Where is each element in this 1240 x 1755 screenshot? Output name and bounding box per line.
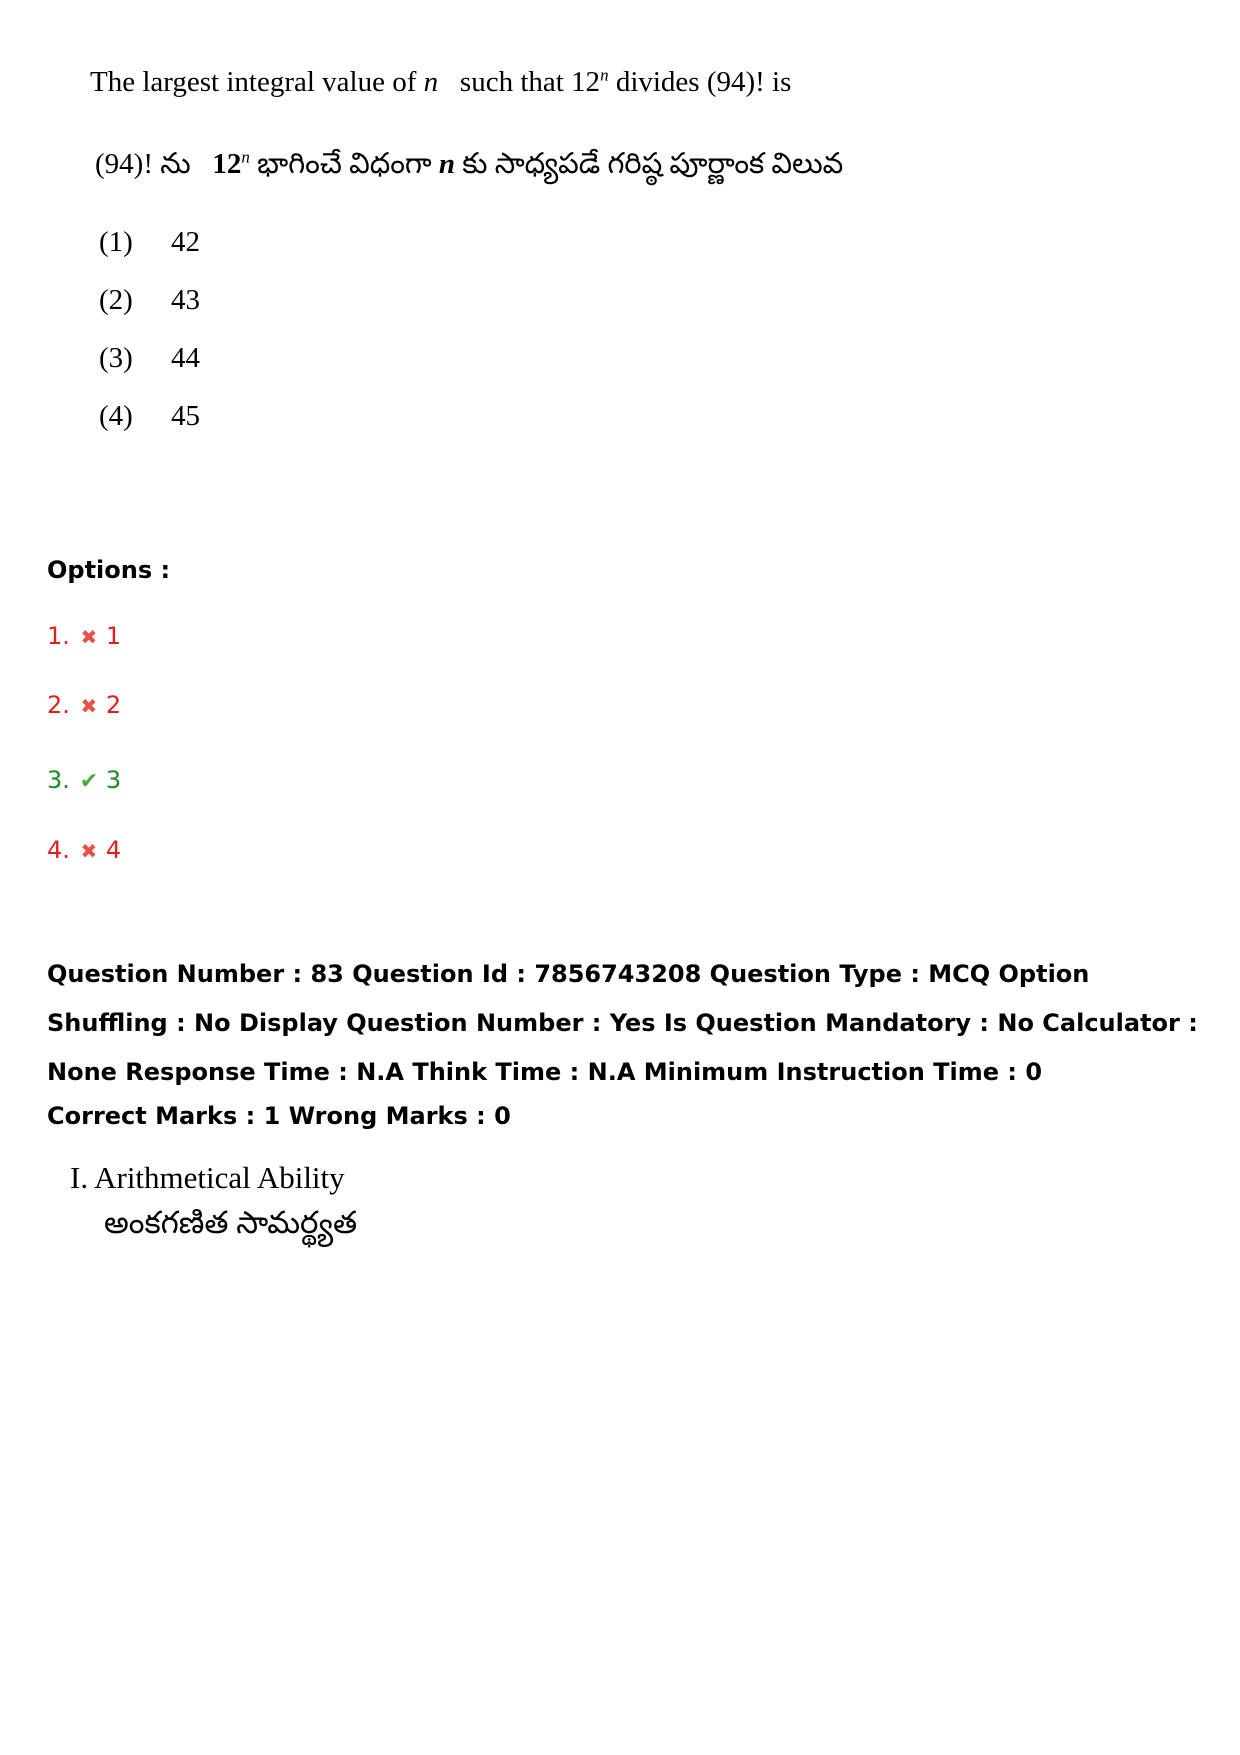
variable-n: n [423, 66, 439, 98]
answer-value: 2 [105, 691, 122, 719]
question-text-part: The largest integral value of [90, 66, 424, 98]
choice-number: (2) [99, 284, 133, 316]
answer-option-3 [47, 766, 121, 794]
question-text-part: divides (94)! is [608, 66, 792, 98]
marks-info: Correct Marks : 1 Wrong Marks : 0 [47, 1102, 511, 1130]
question-text-part: (94)! ను [95, 148, 213, 180]
choice-value: 44 [171, 342, 200, 374]
section-title-english: I. Arithmetical Ability [70, 1160, 345, 1195]
choice-value: 45 [171, 400, 200, 432]
question-text-english [90, 66, 791, 99]
answer-option-2 [47, 691, 121, 719]
answer-option-4 [47, 836, 121, 864]
choice-row [99, 400, 200, 433]
answer-value: 4 [105, 836, 122, 864]
exponent-n: n [600, 65, 609, 85]
check-icon: ✔ [79, 769, 99, 794]
answer-value: 3 [105, 766, 122, 794]
question-text-part: కు సాధ్యపడే గరిష్ఠ పూర్ణాంక విలువ [455, 148, 844, 180]
choice-row [99, 284, 200, 317]
choice-number: (4) [99, 400, 133, 432]
choice-value: 43 [171, 284, 200, 316]
answer-index: 3. [47, 766, 70, 794]
cross-icon: ✖ [80, 694, 98, 718]
question-text-part: భాగించే విధంగా [249, 148, 439, 180]
choice-number: (3) [99, 342, 133, 374]
answer-index: 1. [47, 622, 70, 650]
base-12: 12 [212, 148, 242, 180]
choice-number: (1) [99, 226, 133, 258]
exponent-n: n [241, 147, 250, 167]
answer-index: 4. [47, 836, 70, 864]
answer-value: 1 [105, 622, 122, 650]
section-title-telugu: అంకగణిత సామర్థ్యత [104, 1205, 358, 1240]
answer-index: 2. [47, 691, 70, 719]
choice-value: 42 [171, 226, 200, 258]
options-heading: Options : [47, 556, 171, 584]
question-text-telugu [95, 148, 843, 188]
choice-row [99, 342, 200, 375]
question-text-part: such that 12 [438, 66, 601, 98]
cross-icon: ✖ [80, 625, 98, 649]
answer-option-1 [47, 622, 121, 650]
question-metadata: Question Number : 83 Question Id : 7856743208 Question Type : MCQ Option Shuffling : No Display Question Number : Yes Is Question Mandatory : No Calculator : None Response Time : N.A Think Time : N.A Minimum Instruction Time : 0 [47, 960, 1198, 1086]
choice-row [99, 226, 200, 259]
variable-n: n [438, 148, 456, 180]
cross-icon: ✖ [80, 839, 98, 863]
